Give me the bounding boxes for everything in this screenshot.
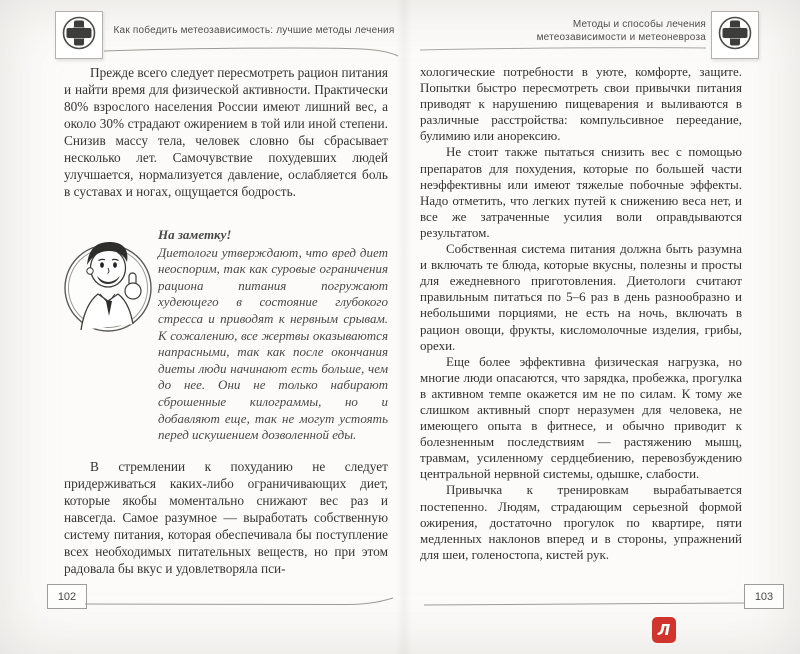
note-title: На заметку! [158,227,232,242]
left-paragraph-2: В стремлении к похуданию не следует придерживаться каких-либо ограничивающих диет, которые якобы моментально снижают вес раз и навсегда. Самое разумное — выработать собственную систему питания, которая обеспечивала бы поступление всех необходимых питательных веществ, но при этом радовала бы вкус и удовлетворяла пси- [64,459,388,576]
note-body: Диетологи утверждают, что вред диет неоспорим, так как суровые ограничения рациона питания погружают худеющего в состояние глубокого стресса и приводят к нервным срывам. К сожалению, все жертвы оказываются напрасными, так как после окончания диеты люди начинают есть больше, чем до нее. Они не только набирают сброшенные килограммы, но и добавляют еще, так не могут устоять перед искушением дозволенной еды. [158,244,388,443]
labirint-logo[interactable]: Л [652,617,676,643]
right-paragraph-1: хологические потребности в уюте, комфорте, защите. Попытки быстро пересмотреть свои привычки питания приводят к нарушению пищеварения и выливаются в различные расстройства: компульсивное переедание, булимию или анорексию. [420,64,742,144]
right-page-number: 103 [744,584,784,609]
left-page-number: 102 [47,584,87,609]
left-header-icon-box [55,11,103,59]
medical-cross-icon [60,14,98,57]
medical-cross-icon [716,14,754,57]
right-header-icon-box [711,11,759,59]
page-spine-shading [396,0,412,654]
right-footer-rule [420,595,746,609]
left-footer-rule [85,595,397,609]
dietitian-thumbs-up-illustration [63,232,157,336]
right-paragraph-3: Собственная система питания должна быть разумна и включать те блюда, которые вкусны, полезны и просты для ежедневного приготовления. Диетологи считают правильным питаться по 5–6 раз в день разнообразно и небольшими порциями, не есть на ночь, включать в рацион овощи, фрукты, кисломолочные изделия, грибы, орехи. [420,241,742,353]
right-paragraph-2: Не стоит также пытаться снизить вес с помощью препаратов для похудения, которые по большей части неэффективны или имеют тяжелые побочные эффекты. Надо отметить, что легких путей к снижению веса нет, и все же затраченные усилия воли оправдываются результатом. [420,144,742,240]
right-running-head-line2: метеозависимости и метеоневроза [536,32,706,43]
right-page-text [420,64,742,563]
left-header-rule [100,42,402,58]
right-running-head-line1: Методы и способы лечения [572,19,706,30]
left-running-head: Как победить метеозависимость: лучшие методы лечения [113,25,395,36]
left-paragraph-1: Прежде всего следует пересмотреть рацион питания и найти время для физической активности. Практически 80% взрослого населения России имеют лишний вес, а около 30% страдают ожирением в той или иной степени. Снизив массу тела, человек словно бы сбрасывает несколько лет. Самочувствие похудевших людей улучшается, нормализуется давление, ослабляется боль в суставах и ногах, ощущается бодрость. [64,65,388,199]
note-block [158,227,388,444]
right-paragraph-5: Привычка к тренировкам вырабатывается постепенно. Людям, страдающим серьезной формой ожирения, достаточно прогулок по квартире, пяти медленных наклонов вперед и в стороны, упражнений для шеи, голеностопа, кистей рук. [420,482,742,562]
right-header-rule [416,41,710,55]
right-paragraph-4: Еще более эффективна физическая нагрузка, но многие люди опасаются, что зарядка, пробежка, прогулка в активном темпе окажется им не по силам. К тому же слишком активный спорт неразумен для человека, не имеющего опыта в фитнесе, и обычно приводит к болезненным последствиям — растяжению мышц, травмам, усиленному сердцебиению, перевозбуждению центральной нервной системы, одышке, слабости. [420,353,742,482]
